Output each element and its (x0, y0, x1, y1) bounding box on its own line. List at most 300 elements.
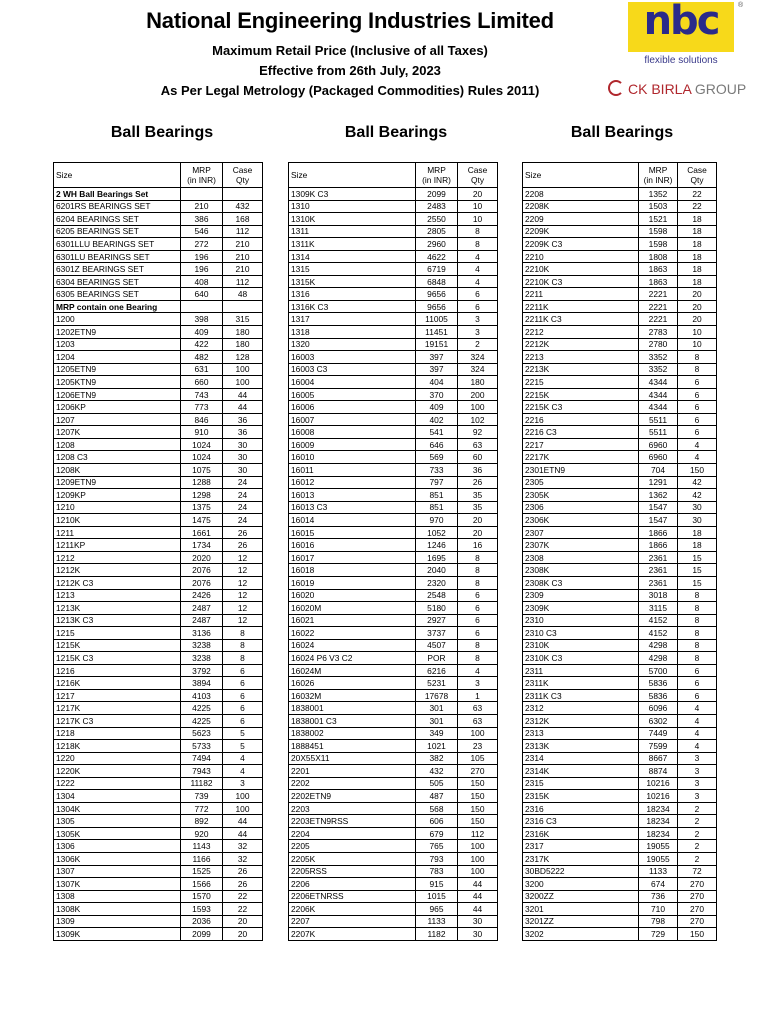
size-cell: 1206KP (54, 401, 181, 414)
mrp-cell: 743 (181, 388, 223, 401)
table-row (523, 727, 717, 740)
mrp-cell: 1598 (639, 238, 678, 251)
mrp-cell: 739 (181, 790, 223, 803)
case-qty-header (678, 163, 717, 188)
mrp-cell: 3238 (181, 639, 223, 652)
size-cell: 16004 (289, 376, 416, 389)
size-cell: 16003 C3 (289, 363, 416, 376)
table-row (54, 514, 263, 527)
case-qty-cell: 12 (223, 564, 263, 577)
size-cell: 6305 BEARINGS SET (54, 288, 181, 301)
case-qty-cell: 100 (223, 790, 263, 803)
size-cell: 1305K (54, 827, 181, 840)
case-qty-cell: 44 (223, 388, 263, 401)
case-qty-cell: 44 (223, 827, 263, 840)
size-cell: 1210 (54, 501, 181, 514)
mrp-cell: 1182 (416, 928, 458, 941)
case-qty-cell: 20 (223, 915, 263, 928)
table-row (289, 413, 498, 426)
mrp-cell: 6848 (416, 275, 458, 288)
case-qty-cell: 210 (223, 250, 263, 263)
case-qty-cell: 8 (458, 639, 498, 652)
case-qty-cell: 8 (223, 652, 263, 665)
mrp-cell (181, 188, 223, 201)
size-cell: 1315K (289, 275, 416, 288)
size-cell: 1838001 C3 (289, 714, 416, 727)
mrp-cell: 6960 (639, 438, 678, 451)
price-table-3 (522, 162, 717, 941)
mrp-header-line2: (in INR) (643, 175, 673, 185)
size-cell: 1209ETN9 (54, 476, 181, 489)
case-qty-cell: 30 (223, 438, 263, 451)
size-cell: 2204 (289, 827, 416, 840)
size-cell: 1216 (54, 664, 181, 677)
size-cell: 2315 (523, 777, 639, 790)
mrp-cell: 397 (416, 351, 458, 364)
case-qty-cell: 10 (678, 338, 717, 351)
case-qty-cell: 18 (678, 263, 717, 276)
case-qty-cell: 4 (458, 275, 498, 288)
case-qty-cell: 20 (458, 514, 498, 527)
mrp-cell: 4344 (639, 401, 678, 414)
case-qty-cell: 20 (223, 928, 263, 941)
size-cell: 1320 (289, 338, 416, 351)
size-cell: 1838001 (289, 702, 416, 715)
mrp-cell: 2076 (181, 576, 223, 589)
table-row (289, 702, 498, 715)
table-row (523, 426, 717, 439)
case-qty-cell: 22 (223, 903, 263, 916)
mrp-cell: 783 (416, 865, 458, 878)
case-qty-cell: 8 (678, 351, 717, 364)
size-cell: 2211K (523, 300, 639, 313)
case-qty-cell: 324 (458, 351, 498, 364)
table-row (523, 576, 717, 589)
size-cell: 2203 (289, 802, 416, 815)
mrp-cell: 1863 (639, 263, 678, 276)
case-qty-cell: 32 (223, 840, 263, 853)
case-qty-cell: 63 (458, 702, 498, 715)
size-cell: 16024M (289, 664, 416, 677)
size-cell: 16020 (289, 589, 416, 602)
table-row (54, 275, 263, 288)
size-cell: 1216K (54, 677, 181, 690)
table-row (54, 664, 263, 677)
table-row (54, 300, 263, 313)
table-row (54, 827, 263, 840)
mrp-cell: 1661 (181, 526, 223, 539)
case-qty-cell: 100 (458, 865, 498, 878)
mrp-cell: 660 (181, 376, 223, 389)
mrp-cell: 2221 (639, 288, 678, 301)
case-qty-cell: 6 (678, 413, 717, 426)
case-qty-cell: 3 (678, 790, 717, 803)
table-row (54, 752, 263, 765)
size-cell: 3202 (523, 928, 639, 941)
size-cell: 1215 (54, 627, 181, 640)
table-header-row (523, 163, 717, 188)
mrp-cell: 4152 (639, 627, 678, 640)
case-qty-cell: 6 (223, 702, 263, 715)
mrp-cell: 1475 (181, 514, 223, 527)
size-cell: 16026 (289, 677, 416, 690)
table-row (523, 388, 717, 401)
table-row (289, 903, 498, 916)
size-cell: 2316K (523, 827, 639, 840)
case-qty-cell: 36 (223, 426, 263, 439)
mrp-cell: 1598 (639, 225, 678, 238)
size-cell: 1317 (289, 313, 416, 326)
table-row (289, 501, 498, 514)
table-row (289, 627, 498, 640)
case-qty-cell: 324 (458, 363, 498, 376)
mrp-cell: 765 (416, 840, 458, 853)
table-row (54, 188, 263, 201)
case-qty-cell (223, 188, 263, 201)
mrp-cell: 301 (416, 714, 458, 727)
mrp-header-line2: (in INR) (422, 175, 451, 185)
table-row (54, 476, 263, 489)
size-cell: 1207 (54, 413, 181, 426)
size-cell: 1215K (54, 639, 181, 652)
size-cell: 2210K (523, 263, 639, 276)
mrp-cell: 2426 (181, 589, 223, 602)
case-qty-cell: 24 (223, 501, 263, 514)
mrp-cell: 422 (181, 338, 223, 351)
size-cell: 2202 (289, 777, 416, 790)
mrp-cell: 1298 (181, 489, 223, 502)
table-row (54, 438, 263, 451)
case-qty-cell: 6 (458, 589, 498, 602)
case-qty-cell: 30 (678, 501, 717, 514)
case-qty-cell: 10 (678, 326, 717, 339)
case-qty-cell: 112 (223, 225, 263, 238)
mrp-cell: 772 (181, 802, 223, 815)
mrp-cell: 736 (639, 890, 678, 903)
table-row (523, 526, 717, 539)
case-qty-cell: 72 (678, 865, 717, 878)
table-row (523, 489, 717, 502)
case-qty-header (223, 163, 263, 188)
size-cell: 1213 (54, 589, 181, 602)
table-row (289, 275, 498, 288)
table-row (54, 702, 263, 715)
mrp-cell: 1024 (181, 451, 223, 464)
case-qty-cell: 44 (223, 401, 263, 414)
size-cell: 1315 (289, 263, 416, 276)
size-cell: 2213K (523, 363, 639, 376)
size-cell: 1217 (54, 689, 181, 702)
case-qty-cell: 24 (223, 489, 263, 502)
mrp-cell: 1808 (639, 250, 678, 263)
mrp-cell: 1291 (639, 476, 678, 489)
size-cell: 1304 (54, 790, 181, 803)
mrp-cell: 11451 (416, 326, 458, 339)
mrp-cell: 210 (181, 200, 223, 213)
case-qty-cell: 3 (458, 677, 498, 690)
table-row (523, 401, 717, 414)
case-qty-cell: 6 (678, 426, 717, 439)
table-row (289, 363, 498, 376)
case-qty-cell: 24 (223, 476, 263, 489)
table-row (54, 928, 263, 941)
table-row (523, 438, 717, 451)
table-row (289, 288, 498, 301)
case-qty-cell: 18 (678, 213, 717, 226)
case-qty-cell: 16 (458, 539, 498, 552)
size-cell: 2216 (523, 413, 639, 426)
table-row (54, 539, 263, 552)
table-row (289, 639, 498, 652)
mrp-cell: 4298 (639, 639, 678, 652)
size-cell: 2312K (523, 714, 639, 727)
table-row (523, 263, 717, 276)
case-qty-cell: 5 (223, 727, 263, 740)
size-cell: 2201 (289, 765, 416, 778)
size-cell: 16032M (289, 689, 416, 702)
table-row (289, 250, 498, 263)
size-cell: 1316K C3 (289, 300, 416, 313)
table-row (289, 438, 498, 451)
table-row (523, 840, 717, 853)
size-cell: 2209K C3 (523, 238, 639, 251)
table-row (54, 790, 263, 803)
size-cell: 2210K C3 (523, 275, 639, 288)
mrp-cell: 1075 (181, 464, 223, 477)
table-row (523, 765, 717, 778)
case-qty-cell: 6 (678, 689, 717, 702)
mrp-cell: 1143 (181, 840, 223, 853)
case-qty-cell: 42 (678, 489, 717, 502)
table-row (54, 589, 263, 602)
table-row (289, 677, 498, 690)
size-cell: 1307 (54, 865, 181, 878)
case-qty-cell: 18 (678, 225, 717, 238)
mrp-cell: 1566 (181, 878, 223, 891)
mrp-cell: 2487 (181, 614, 223, 627)
table-row (289, 614, 498, 627)
size-cell: 2211 (523, 288, 639, 301)
mrp-cell: 2036 (181, 915, 223, 928)
size-cell: 2306 (523, 501, 639, 514)
size-cell: 3201 (523, 903, 639, 916)
table-row (54, 464, 263, 477)
case-header-line1: Case (467, 165, 488, 175)
table-row (54, 526, 263, 539)
case-qty-cell: 6 (458, 627, 498, 640)
subtitle-mrp: Maximum Retail Price (Inclusive of all Taxes) (212, 43, 488, 58)
size-cell: 1314 (289, 250, 416, 263)
mrp-cell: 17678 (416, 689, 458, 702)
case-qty-cell: 44 (458, 890, 498, 903)
table-row (523, 514, 717, 527)
mrp-cell: 5231 (416, 677, 458, 690)
table-row (54, 263, 263, 276)
mrp-cell: 386 (181, 213, 223, 226)
table-row (523, 602, 717, 615)
case-qty-cell: 270 (678, 915, 717, 928)
size-cell: 1215K C3 (54, 652, 181, 665)
table-row (523, 702, 717, 715)
case-qty-cell: 63 (458, 438, 498, 451)
size-cell: 6301LLU BEARINGS SET (54, 238, 181, 251)
mrp-cell (181, 300, 223, 313)
mrp-cell: 2483 (416, 200, 458, 213)
table-row (54, 815, 263, 828)
mrp-cell: 3238 (181, 652, 223, 665)
table-row (54, 413, 263, 426)
case-qty-cell: 180 (223, 326, 263, 339)
size-cell: 1309K (54, 928, 181, 941)
table-row (289, 225, 498, 238)
size-header: Size (54, 163, 181, 188)
case-qty-cell: 4 (678, 727, 717, 740)
size-cell: 2211K C3 (523, 313, 639, 326)
case-qty-cell: 22 (678, 188, 717, 201)
case-qty-cell: 22 (223, 890, 263, 903)
mrp-cell: 2361 (639, 564, 678, 577)
mrp-cell: 2099 (416, 188, 458, 201)
table-row (289, 852, 498, 865)
table-row (289, 213, 498, 226)
mrp-cell: 7943 (181, 765, 223, 778)
size-cell: 1888451 (289, 740, 416, 753)
mrp-cell: 5733 (181, 740, 223, 753)
mrp-header (181, 163, 223, 188)
table-row (54, 614, 263, 627)
case-qty-cell: 12 (223, 602, 263, 615)
case-qty-cell: 8 (678, 614, 717, 627)
size-cell: 16014 (289, 514, 416, 527)
case-qty-cell: 15 (678, 551, 717, 564)
case-qty-cell: 6 (678, 376, 717, 389)
table-row (289, 589, 498, 602)
case-qty-cell: 100 (458, 401, 498, 414)
case-qty-cell: 6 (223, 664, 263, 677)
size-cell: 2308K (523, 564, 639, 577)
size-cell: 1318 (289, 326, 416, 339)
size-cell: 2307K (523, 539, 639, 552)
case-qty-cell: 1 (458, 689, 498, 702)
case-qty-cell: 4 (678, 702, 717, 715)
case-qty-cell: 150 (458, 815, 498, 828)
mrp-cell: 9656 (416, 288, 458, 301)
mrp-cell: 2361 (639, 551, 678, 564)
mrp-cell: 5511 (639, 413, 678, 426)
size-cell: 20X55X11 (289, 752, 416, 765)
size-cell: 1207K (54, 426, 181, 439)
case-qty-cell: 6 (458, 300, 498, 313)
table-row (289, 802, 498, 815)
mrp-cell: 1866 (639, 526, 678, 539)
table-row (523, 852, 717, 865)
table-row (289, 564, 498, 577)
mrp-cell: 640 (181, 288, 223, 301)
subtitle-legal-rules: As Per Legal Metrology (Packaged Commodities) Rules 2011) (160, 83, 540, 98)
mrp-cell: 920 (181, 827, 223, 840)
table-row (54, 652, 263, 665)
case-qty-cell: 100 (458, 727, 498, 740)
size-cell: 1205KTN9 (54, 376, 181, 389)
mrp-cell: 6960 (639, 451, 678, 464)
mrp-cell: 2783 (639, 326, 678, 339)
case-qty-cell: 150 (678, 928, 717, 941)
mrp-cell: 3115 (639, 602, 678, 615)
table-row (289, 300, 498, 313)
case-qty-cell: 8 (458, 551, 498, 564)
mrp-cell: 5511 (639, 426, 678, 439)
case-qty-cell: 6 (458, 614, 498, 627)
size-cell: 1222 (54, 777, 181, 790)
size-cell: 1212 (54, 551, 181, 564)
mrp-cell: 505 (416, 777, 458, 790)
mrp-cell: 569 (416, 451, 458, 464)
case-qty-cell: 100 (458, 852, 498, 865)
table-row (289, 426, 498, 439)
mrp-cell: 3136 (181, 627, 223, 640)
case-qty-cell: 150 (458, 802, 498, 815)
size-cell: 2206 (289, 878, 416, 891)
table-row (523, 476, 717, 489)
case-qty-cell: 2 (678, 852, 717, 865)
table-row (523, 551, 717, 564)
case-qty-cell: 20 (678, 313, 717, 326)
size-cell: 2217 (523, 438, 639, 451)
case-qty-cell: 8 (458, 238, 498, 251)
case-qty-cell: 102 (458, 413, 498, 426)
size-cell: 2309 (523, 589, 639, 602)
table-row (523, 238, 717, 251)
size-cell: 6301Z BEARINGS SET (54, 263, 181, 276)
table-row (523, 664, 717, 677)
size-cell: 2208K (523, 200, 639, 213)
mrp-cell: 2780 (639, 338, 678, 351)
mrp-cell: 1866 (639, 539, 678, 552)
mrp-cell: 1362 (639, 489, 678, 502)
table-row (54, 639, 263, 652)
case-qty-cell: 3 (678, 752, 717, 765)
case-qty-cell: 6 (678, 664, 717, 677)
case-qty-cell: 18 (678, 275, 717, 288)
mrp-header-line1: MRP (192, 165, 211, 175)
table-row (523, 890, 717, 903)
case-qty-cell: 105 (458, 752, 498, 765)
mrp-cell: 2927 (416, 614, 458, 627)
size-cell: 16011 (289, 464, 416, 477)
size-cell: 1211 (54, 526, 181, 539)
case-qty-cell: 112 (223, 275, 263, 288)
mrp-cell: 1133 (416, 915, 458, 928)
table-row (289, 740, 498, 753)
mrp-cell: 2221 (639, 313, 678, 326)
mrp-cell: 382 (416, 752, 458, 765)
size-cell: 1310 (289, 200, 416, 213)
table-row (523, 501, 717, 514)
mrp-cell: 798 (639, 915, 678, 928)
size-header: Size (523, 163, 639, 188)
mrp-cell: 892 (181, 815, 223, 828)
table-row (54, 627, 263, 640)
table-row (54, 363, 263, 376)
table-row (54, 313, 263, 326)
case-qty-cell: 100 (458, 840, 498, 853)
mrp-cell: 397 (416, 363, 458, 376)
case-qty-cell: 44 (223, 815, 263, 828)
mrp-cell: 710 (639, 903, 678, 916)
mrp-cell: 965 (416, 903, 458, 916)
mrp-cell: 970 (416, 514, 458, 527)
mrp-cell: 1503 (639, 200, 678, 213)
